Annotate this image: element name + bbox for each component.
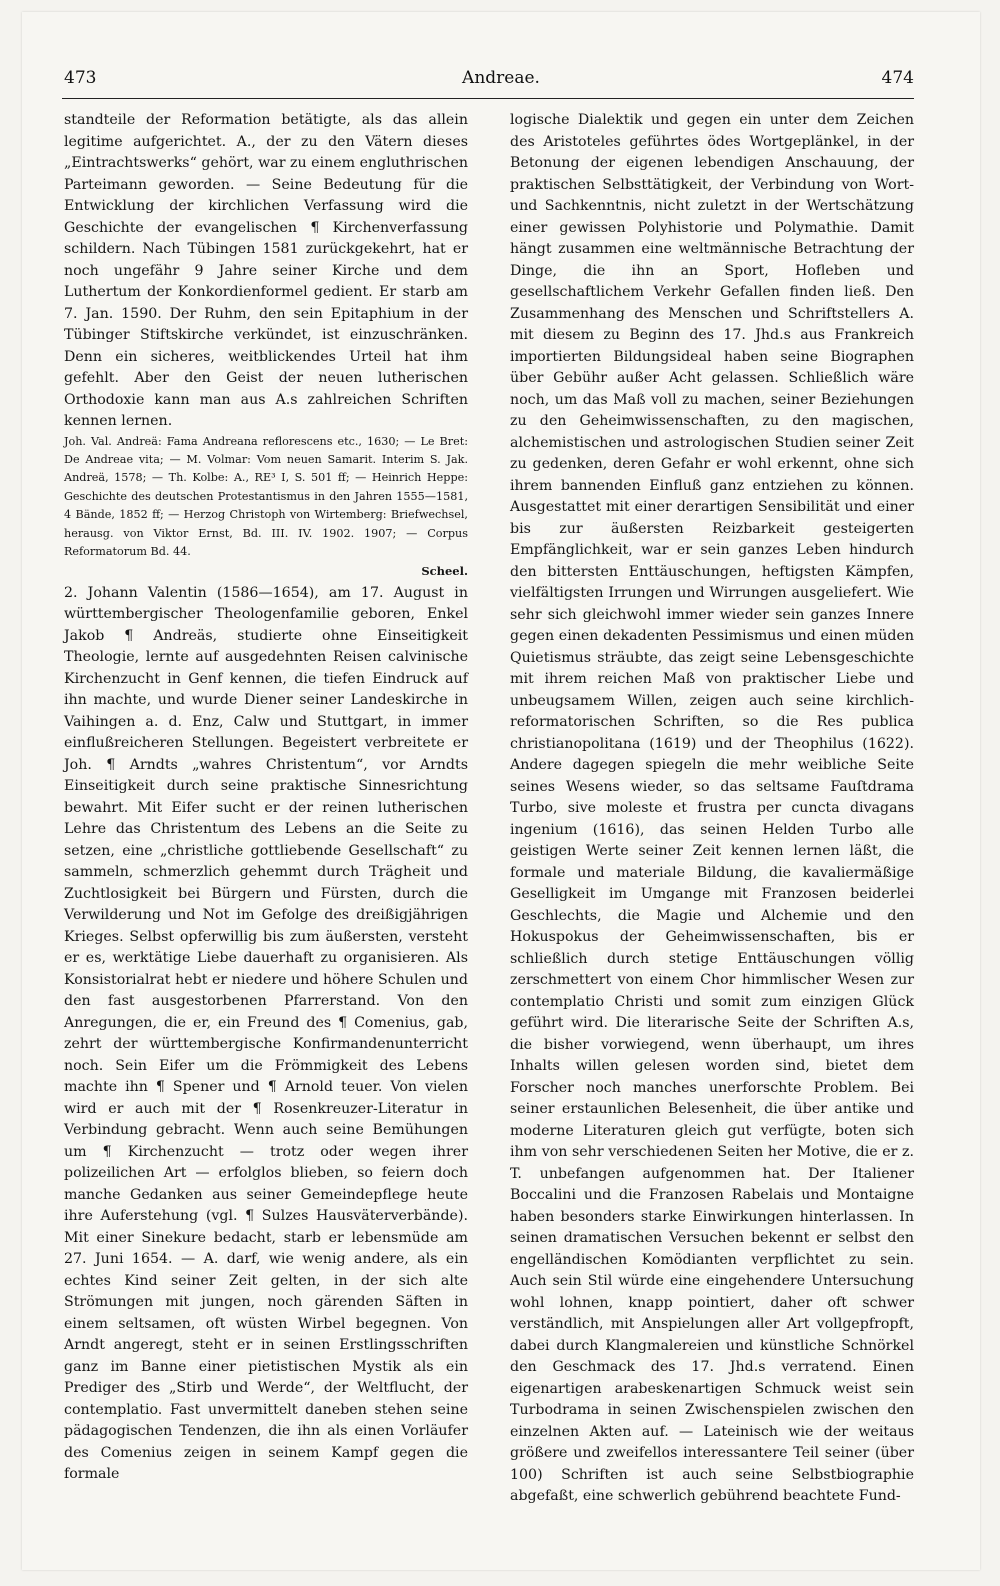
- author-signature: Scheel.: [421, 564, 468, 579]
- right-column: [510, 110, 914, 1508]
- bibliography: Joh. Val. Andreä: Fama Andreana reflorescens etc., 1630; — Le Bret: De Andreae vita; — M. Volmar: Vom neuen Samarit. Interim S. Jak. Andreä, 1578; — Th. Kolbe: A., RE³ I, S. 501 ff; — Heinrich Heppe: Geschichte des deutschen Protestantismus in den Jahren 1555—1581, 4 Bände, 1852 ff; — Herzog Christoph von Wirtemberg: Briefwechsel, herausg. von Viktor Ernst, Bd. III. IV. 1902. 1907; — Corpus Reformatorum Bd. 44.: [64, 434, 468, 558]
- book-page: [22, 12, 980, 1570]
- page-number-left: 473: [64, 68, 97, 88]
- paragraph-right: logische Dialektik und gegen ein unter dem Zeichen des Aristoteles geführtes ödes Wortgeplänkel, in der Betonung der eigenen lebendigen Anschauung, der praktischen Selbsttätigkeit, der Verbindung von Wort- und Sachkenntnis, nicht zuletzt in der Wertschätzung einer gewissen Polyhistorie und Polymathie. Damit hängt zusammen eine weltmännische Betrachtung der Dinge, die ihn an Sport, Hofleben und gesellschaftlichem Verkehr Gefallen finden ließ. Den Zusammenhang des Menschen und Schriftstellers A. mit diesem zu Beginn des 17. Jhd.s aus Frankreich importierten Bildungsideal haben seine Biographen über Gebühr außer Acht gelassen. Schließlich wäre noch, um das Maß voll zu machen, seiner Beziehungen zu den Geheimwissenschaften, zu den magischen, alchemistischen und astrologischen Studien seiner Zeit zu gedenken, deren Gefahr er wohl erkennt, ohne sich ihrem bannenden Einfluß ganz entziehen zu können. Ausgestattet mit einer derartigen Sensibilität und einer bis zur äußersten Reizbarkeit gesteigerten Empfänglichkeit, war er sein ganzes Leben hindurch den bittersten Enttäuschungen, heftigsten Kämpfen, vielfältigsten Irrungen und Wirrungen ausgeliefert. Wie sehr sich gleichwohl immer wieder sein ganzes Innere gegen einen dekadenten Pessimismus und einen müden Quietismus sträubte, das zeigt seine Lebensgeschichte mit ihrem reichen Maß von praktischer Liebe und unbeugsamem Willen, zeigen auch seine kirchlich-reformatorischen Schriften, so die Res publica christianopolitana (1619) und der Theophilus (1622). Andere dagegen spiegeln die mehr weibliche Seite seines Wesens wieder, so das seltsame Fauſtdrama Turbo, sive moleste et frustra per cuncta divagans ingenium (1616), das seinen Helden Turbo alle geistigen Werte seiner Zeit kennen lernen läßt, die formale und materiale Bildung, die kavaliermäßige Geselligkeit im Umgange mit Franzosen beiderlei Geschlechts, die Magie und Alchemie und den Hokuspokus der Geheimwissenschaften, bis er schließlich durch stetige Enttäuschungen völlig zerschmettert von einem Chor himmlischer Wesen zur contemplatio Christi und somit zum einzigen Glück geführt wird. Die literarische Seite der Schriften A.s, die bisher vorwiegend, wenn überhaupt, um ihres Inhalts willen gelesen worden sind, bietet dem Forscher noch manches unerforschte Problem. Bei seiner erstaunlichen Belesenheit, die über antike und moderne Literaturen gleich gut verfügte, boten sich ihm von sehr verschiedenen Seiten her Motive, die er z. T. unbefangen aufgenommen hat. Der Italiener Boccalini und die Franzosen Rabelais und Montaigne haben besonders starke Einwirkungen hinterlassen. In seinen dramatischen Versuchen bekennt er selbst den engelländischen Komödianten verpflichtet zu sein. Auch sein Stil würde eine eingehendere Untersuchung wohl lohnen, knapp pointiert, daher oft schwer verständlich, mit Anspielungen aller Art vollgepfropft, dabei durch Klangmalereien und künstliche Schnörkel den Geschmack des 17. Jhd.s verratend. Einen eigenartigen arabeskenartigen Schmuck weist sein Turbodrama in seinen Zwischenspielen zwischen den einzelnen Akten auf. — Lateinisch wie der weitaus größere und zweifellos interessantere Teil seiner (über 100) Schriften ist auch seine Selbstbiographie abgefaßt, eine schwerlich gebührend beachtete Fund-: [510, 112, 914, 1504]
- paragraph-continuation: standteile der Reformation betätigte, als das allein legitime aufgerichtet. A., der zu den Vätern dieses „Eintrachtswerks“ gehört, war zu einem engluthrischen Parteimann geworden. — Seine Bedeutung für die Entwicklung der kirchlichen Verfassung wird die Geschichte der evangelischen ¶ Kirchenverfassung schildern. Nach Tübingen 1581 zurückgekehrt, hat er noch ungefähr 9 Jahre seiner Kirche und dem Luthertum der Konkordienformel gedient. Er starb am 7. Jan. 1590. Der Ruhm, den sein Epitaphium in der Tübinger Stiftskirche verkündet, ist einzuschränken. Denn ein sicheres, weitblickendes Urteil hat ihm gefehlt. Aber den Geist der neuen lutherischen Orthodoxie kann man aus A.s zahlreichen Schriften kennen lernen.: [64, 112, 468, 429]
- header-rule: [62, 98, 914, 99]
- left-column: [64, 110, 468, 1486]
- entry-johann-valentin: 2. Johann Valentin (1586—1654), am 17. August in württembergischer Theologenfamilie geboren, Enkel Jakob ¶ Andreäs, studierte ohne Einseitigkeit Theologie, lernte auf ausgedehnten Reisen calvinische Kirchenzucht in Genf kennen, die tiefen Eindruck auf ihn machte, und wurde Diener seiner Landeskirche in Vaihingen a. d. Enz, Calw und Stuttgart, in immer einflußreicheren Stellungen. Begeistert verbreitete er Joh. ¶ Arndts „wahres Christentum“, vor Arndts Einseitigkeit durch seine praktische Sinnesrichtung bewahrt. Mit Eifer sucht er der reinen lutherischen Lehre das Christentum des Lebens an die Seite zu setzen, eine „christliche gottliebende Gesellschaft“ zu sammeln, schmerzlich gehemmt durch Trägheit und Zuchtlosigkeit bei Bürgern und Fürsten, durch die Verwilderung und Not im Gefolge des dreißigjährigen Krieges. Selbst opferwillig bis zum äußersten, versteht er es, werktätige Liebe dauerhaft zu organisieren. Als Konsistorialrat hebt er niedere und höhere Schulen und den fast ausgestorbenen Pfarrerstand. Von den Anregungen, die er, ein Freund des ¶ Comenius, gab, zehrt der württembergische Konfirmandenunterricht noch. Sein Eifer um die Frömmigkeit des Lebens machte ihn ¶ Spener und ¶ Arnold teuer. Von vielen wird er auch mit der ¶ Rosenkreuzer-Literatur in Verbindung gebracht. Wenn auch seine Bemühungen um ¶ Kirchenzucht — trotz oder wegen ihrer polizeilichen Art — erfolglos blieben, so feiern doch manche Gedanken aus seiner Gemeindepflege heute ihre Auferstehung (vgl. ¶ Sulzes Hausväterverbände). Mit einer Sinekure bedacht, starb er lebensmüde am 27. Juni 1654. — A. darf, wie wenig andere, als ein echtes Kind seiner Zeit gelten, in der sich alte Strömungen mit jungen, noch gärenden Säften in einem seltsamen, oft wüsten Wirbel begegnen. Von Arndt angeregt, steht er in seinen Erstlingsschriften ganz im Banne einer pietistischen Mystik als ein Prediger des „Stirb und Werde“, der Weltflucht, der contemplatio. Fast unvermittelt daneben stehen seine pädagogischen Tendenzen, die ihn als einen Vorläufer des Comenius zeigen in seinem Kampf gegen die formale: [64, 584, 468, 1483]
- running-header: [22, 68, 980, 94]
- running-title: Andreae.: [462, 68, 540, 88]
- page-number-right: 474: [881, 68, 914, 88]
